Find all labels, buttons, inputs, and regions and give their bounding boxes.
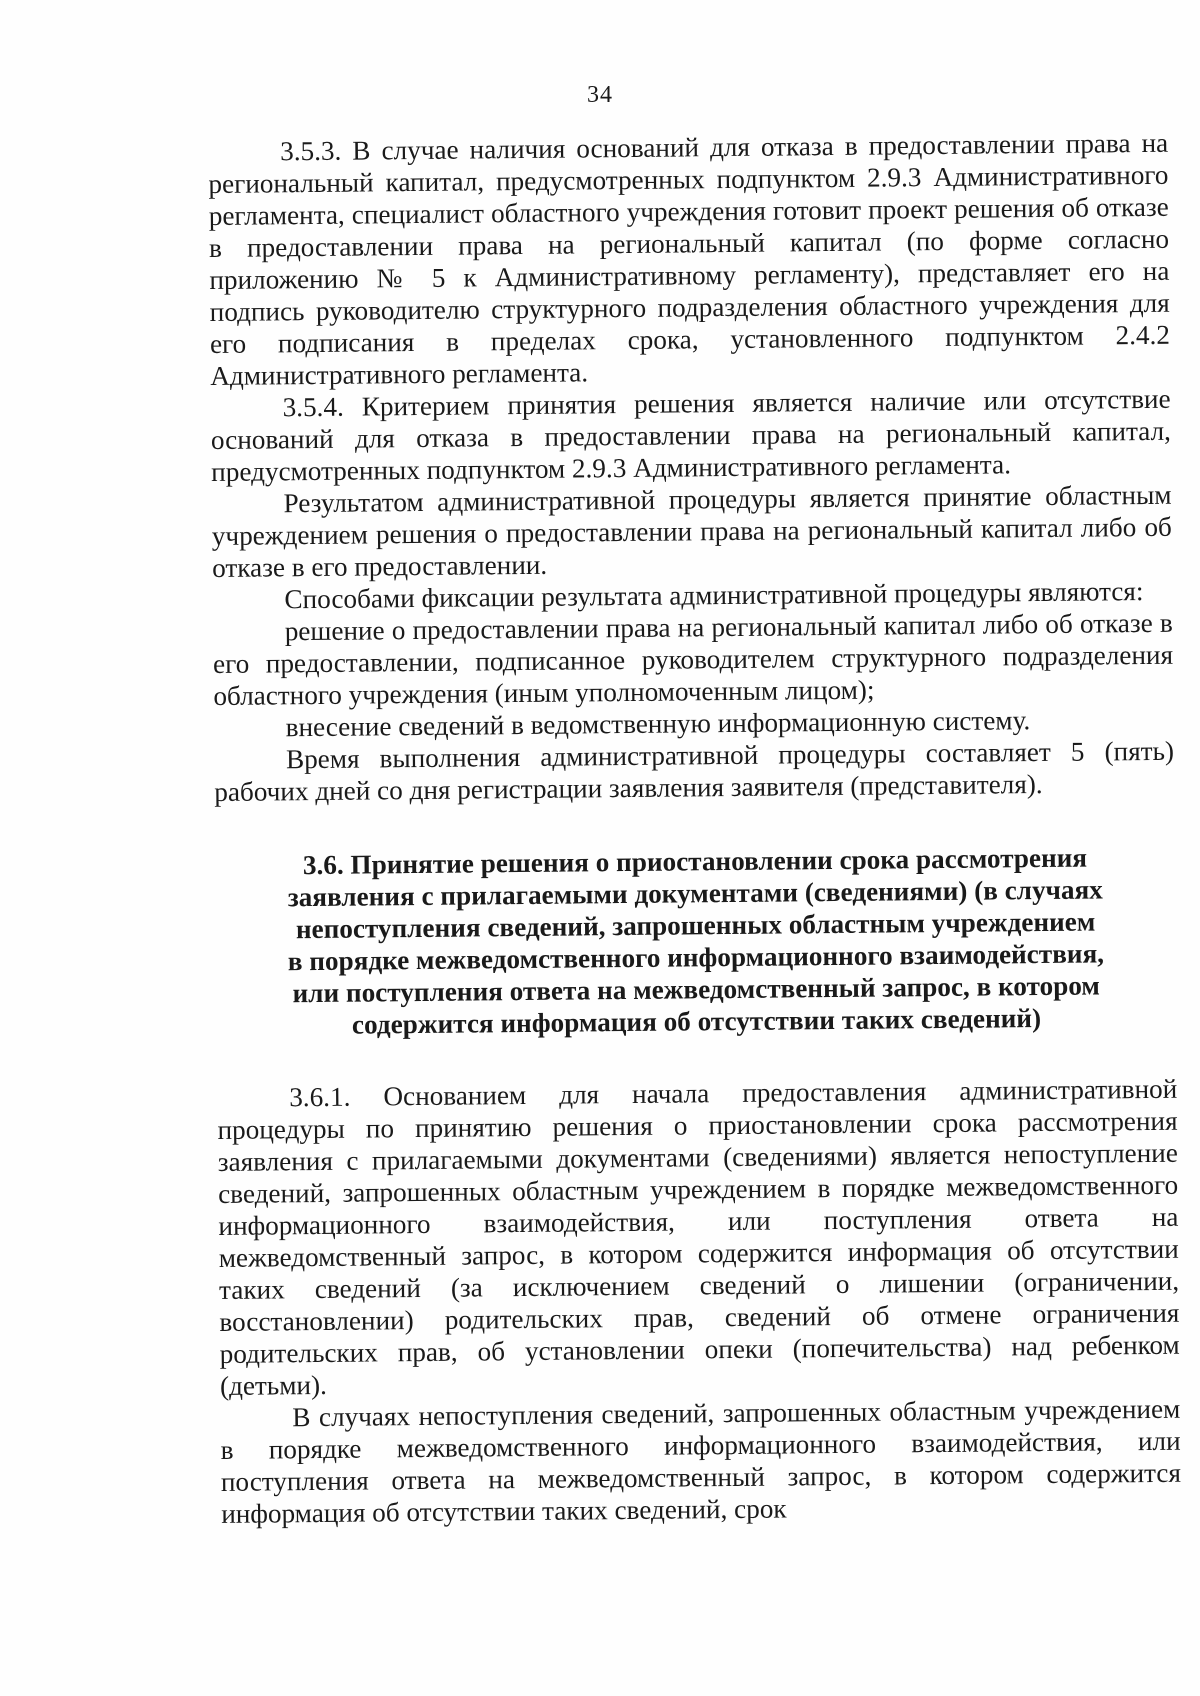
heading-line: в порядке межведомственного информационного взаимодействия,: [287, 938, 1105, 977]
section-heading-3-6: [215, 841, 1177, 1042]
document-body: [208, 127, 1181, 1530]
paragraph-cases: В случаях непоступления сведений, запрошенных областным учреждением в порядке межведомственного информационного взаимодействия, или поступления ответа на межведомственный запрос, в котором содержится информация об отсутствии таких сведений, срок: [220, 1393, 1182, 1529]
page-number: 34: [587, 82, 613, 108]
heading-line: 3.6. Принятие решения о приостановлении срока рассмотрения: [302, 842, 1088, 881]
paragraph-fixation-item-2: внесение сведений в ведомственную информационную систему.: [285, 705, 1031, 743]
heading-line: заявления с прилагаемыми документами (сведениями) (в случаях: [287, 874, 1103, 913]
paragraph-fixation-methods: Способами фиксации результата административной процедуры являются:: [284, 576, 1144, 615]
paragraph-3-6-1: 3.6.1. Основанием для начала предоставления административной процедуры по принятию решения о приостановлении срока рассмотрения заявления с прилагаемыми документами (сведениями) является непоступление сведений, запрошенных областным учреждением в порядке межведомственного информационного взаимодействия, или поступления ответа на межведомственный запрос, в котором содержится информация об отсутствии таких сведений (за исключением сведений о лишении (ограничении, восстановлении) родительских прав, сведений об отмене ограничения родительских прав, об установлении опеки (попечительства) над ребенком (детьми).: [217, 1073, 1180, 1401]
paragraph-fixation-item-1: решение о предоставлении права на региональный капитал либо об отказе в его предоставлении, подписанное руководителем структурного подразделения областного учреждения (иным уполномоченным лицом);: [212, 607, 1174, 711]
heading-line: или поступления ответа на межведомственный запрос, в котором: [292, 970, 1101, 1009]
heading-line: непоступления сведений, запрошенных областным учреждением: [295, 906, 1096, 945]
paragraph-3-5-4: 3.5.4. Критерием принятия решения является наличие или отсутствие оснований для отказа в предоставлении права на региональный капитал, предусмотренных подпунктом 2.9.3 Административного регламента.: [210, 383, 1172, 487]
heading-line: содержится информация об отсутствии таких сведений): [351, 1003, 1042, 1040]
paragraph-result: Результатом административной процедуры является принятие областным учреждением решения о предоставлении права на региональный капитал либо об отказе в его предоставлении.: [211, 479, 1172, 583]
paragraph-execution-time: Время выполнения административной процедуры составляет 5 (пять) рабочих дней со дня регистрации заявления заявителя (представителя).: [214, 735, 1175, 807]
paragraph-3-5-3: 3.5.3. В случае наличия оснований для отказа в предоставлении права на региональный капитал, предусмотренных подпунктом 2.9.3 Административного регламента, специалист областного учреждения готовит проект решения об отказе в предоставлении права на региональный капитал (по форме согласно приложению № 5 к Административному регламенту), представляет его на подпись руководителю структурного подразделения областного учреждения для его подписания в пределах срока, установленного подпунктом 2.4.2 Административного регламента.: [208, 127, 1171, 391]
